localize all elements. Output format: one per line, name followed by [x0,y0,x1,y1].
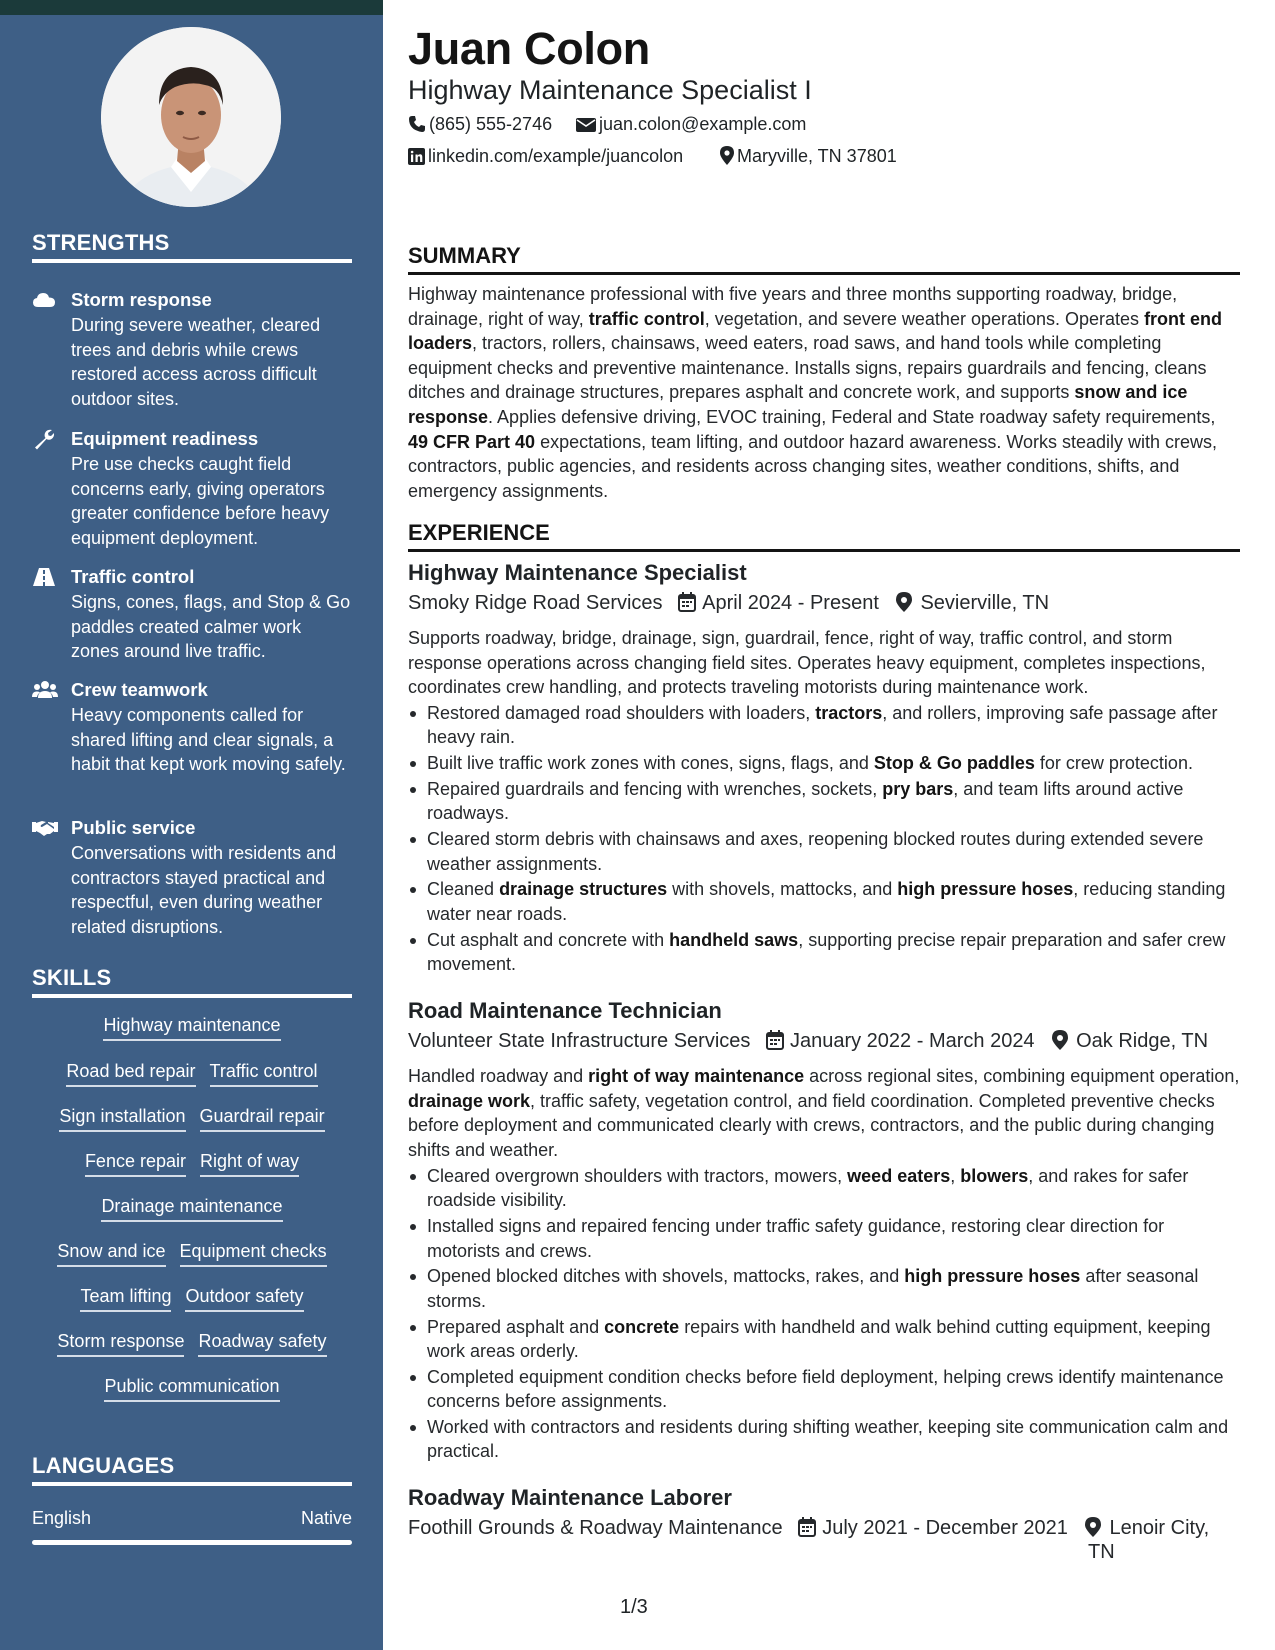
candidate-name: Juan Colon [408,23,650,74]
contact-linkedin [408,146,683,167]
language-name: English [32,1508,92,1528]
skill-tag: Sign installation [59,1104,185,1132]
skill-tag: Equipment checks [180,1239,327,1267]
bullet-item: Built live traffic work zones with cones, signs, flags, and Stop & Go paddles for crew protection. [408,751,1240,775]
bullet-item: Prepared asphalt and concrete repairs with handheld and walk behind cutting equipment, keeping work areas orderly. [408,1315,1240,1364]
skill-tag: Drainage maintenance [101,1194,282,1222]
experience-heading: EXPERIENCE [408,520,550,545]
bullet-item: Restored damaged road shoulders with loaders, tractors, and rollers, improving safe passage after heavy rain. [408,701,1240,750]
bullet-item: Cleaned drainage structures with shovels, mattocks, and high pressure hoses, reducing standing water near roads. [408,877,1240,926]
strength-description: Pre use checks caught field concerns early, giving operators greater confidence before heavy equipment deployment. [71,454,330,548]
envelope-icon [576,117,596,133]
calendar-icon [798,1517,816,1537]
skill-tag: Right of way [200,1149,299,1177]
bullet-item: Worked with contractors and residents during shifting weather, keeping site communication calm and practical. [408,1415,1240,1464]
strengths-divider [32,259,352,263]
page-number: 1/3 [620,1596,648,1618]
skill-tag: Snow and ice [57,1239,165,1267]
skill-tag: Fence repair [85,1149,186,1177]
bullet-item: Cleared storm debris with chainsaws and axes, reopening blocked routes during extended severe weather assignments. [408,827,1240,876]
strength-title: Traffic control [71,566,195,587]
job-company: Foothill Grounds & Roadway Maintenance [408,1517,783,1539]
job-title: Highway Maintenance Specialist [408,560,747,585]
skills-row [32,1149,352,1177]
job-title: Road Maintenance Technician [408,998,722,1023]
skills-heading: SKILLS [32,965,112,990]
job-description: Supports roadway, bridge, drainage, sign, guardrail, fence, right of way, traffic control, and storm response operations across changing field sites. Operates heavy equipment, completes inspections, coordinates crew handling, and protects traveling motorists during maintenance work. [408,628,1206,698]
sidebar-top-band [0,0,383,15]
strength-title: Equipment readiness [71,428,259,449]
phone-text: (865) 555-2746 [429,114,553,134]
linkedin-text: linkedin.com/example/juancolon [428,146,684,166]
calendar-icon [678,592,696,612]
job-meta [408,1517,1240,1540]
job-location: Oak Ridge, TN [1076,1030,1209,1052]
skills-row [32,1374,352,1402]
skills-row [32,1329,352,1357]
job-dates: January 2022 - March 2024 [789,1030,1035,1052]
job-description: Handled roadway and right of way maintenance across regional sites, combining equipment operation, drainage work, traffic safety, vegetation control, and field coordination. Completed preventive checks before deployment and communicated clearly with crews, contractors, and the public during changing shifts and weather. [408,1066,1240,1160]
bullet-item: Cut asphalt and concrete with handheld saws, supporting precise repair preparation and safer crew movement. [408,928,1240,977]
strength-description: Signs, cones, flags, and Stop & Go paddles created calmer work zones around live traffic. [71,592,351,662]
skills-row [32,1284,352,1312]
languages-heading: LANGUAGES [32,1453,175,1478]
job-meta [408,1030,1240,1053]
skills-row [32,1194,352,1222]
map-pin-icon [896,592,912,612]
email-text: juan.colon@example.com [599,114,807,134]
map-pin-icon [1085,1517,1101,1537]
sidebar [0,0,383,1650]
skill-tag: Roadway safety [198,1329,326,1357]
bullet-item: Installed signs and repaired fencing under traffic safety guidance, restoring clear direction for motorists and crews. [408,1214,1240,1263]
profile-photo [101,27,281,207]
language-level: Native [300,1508,352,1528]
strength-description: Conversations with residents and contractors stayed practical and respectful, even during weather related disruptions. [71,843,337,937]
job-location: Sevierville, TN [920,592,1050,614]
job-company: Smoky Ridge Road Services [408,592,663,614]
map-pin-icon [1052,1030,1068,1050]
language-proficiency-bar [32,1540,352,1545]
strength-description: Heavy components called for shared lifting and clear signals, a habit that kept work moving safely. [71,705,346,775]
strength-title: Crew teamwork [71,679,208,700]
phone-icon [408,115,426,133]
languages-divider [32,1482,352,1486]
skill-tag: Highway maintenance [103,1013,280,1041]
map-pin-icon [720,146,734,165]
job-bullets [408,701,1240,978]
road-icon [32,566,56,588]
handshake-icon [32,817,56,839]
strength-description: During severe weather, cleared trees and debris while crews restored access across difficult outdoor sites. [71,315,321,409]
contact-phone [408,114,552,135]
job-dates: July 2021 - December 2021 [822,1517,1068,1539]
location-text: Maryville, TN 37801 [737,146,897,166]
skill-tag: Storm response [57,1329,184,1357]
skills-row [32,1104,352,1132]
summary-divider [408,272,1240,275]
skills-row [32,1013,352,1041]
summary-text: Highway maintenance professional with five years and three months supporting roadway, bridge, drainage, right of way, traffic control, vegetation, and severe weather operations. Operates front end loaders, tractors, rollers, chainsaws, weed eaters, road saws, and hand tools while completing equipment checks and preventive maintenance. Installs signs, repairs guardrails and fencing, cleans ditches and drainage structures, prepares asphalt and concrete work, and supports snow and ice response. Applies defensive driving, EVOC training, Federal and State roadway safety requirements, 49 CFR Part 40 expectations, team lifting, and outdoor hazard awareness. Works steadily with crews, contractors, public agencies, and residents across changing sites, weather conditions, shifts, and emergency assignments. [408,284,1223,501]
job-meta [408,592,1240,615]
bullet-item: Opened blocked ditches with shovels, mattocks, rakes, and high pressure hoses after seasonal storms. [408,1264,1240,1313]
skills-divider [32,994,352,998]
bullet-item: Completed equipment condition checks before field deployment, helping crews identify maintenance concerns before assignments. [408,1365,1240,1414]
job-company: Volunteer State Infrastructure Services [408,1030,751,1052]
skill-tag: Guardrail repair [200,1104,325,1132]
strengths-heading: STRENGTHS [32,230,170,255]
wrench-icon [32,428,56,450]
skill-tag: Traffic control [210,1059,318,1087]
linkedin-icon [408,148,425,165]
skill-tag: Team lifting [80,1284,171,1312]
job-bullets [408,1164,1240,1465]
cloud-icon [32,289,56,311]
skill-tag: Road bed repair [66,1059,195,1087]
avatar [101,27,281,207]
job-title: Roadway Maintenance Laborer [408,1485,732,1510]
contact-location [720,146,897,167]
bullet-item: Cleared overgrown shoulders with tractors, mowers, weed eaters, blowers, and rakes for safer roadside visibility. [408,1164,1240,1213]
contact-email [576,114,806,135]
skill-tag: Outdoor safety [185,1284,303,1312]
skills-row [32,1059,352,1087]
job-dates: April 2024 - Present [702,592,879,614]
job-location: Lenoir City, [1109,1517,1210,1539]
job-title-headline: Highway Maintenance Specialist I [408,75,812,105]
bullet-item: Repaired guardrails and fencing with wrenches, sockets, pry bars, and team lifts around active roadways. [408,777,1240,826]
skills-row [32,1239,352,1267]
experience-divider [408,549,1240,552]
summary-heading: SUMMARY [408,243,521,268]
job-location-continued: TN [1088,1541,1115,1563]
calendar-icon [766,1030,784,1050]
strength-title: Public service [71,817,196,838]
users-icon [32,679,56,701]
strength-title: Storm response [71,289,212,310]
skill-tag: Public communication [104,1374,279,1402]
